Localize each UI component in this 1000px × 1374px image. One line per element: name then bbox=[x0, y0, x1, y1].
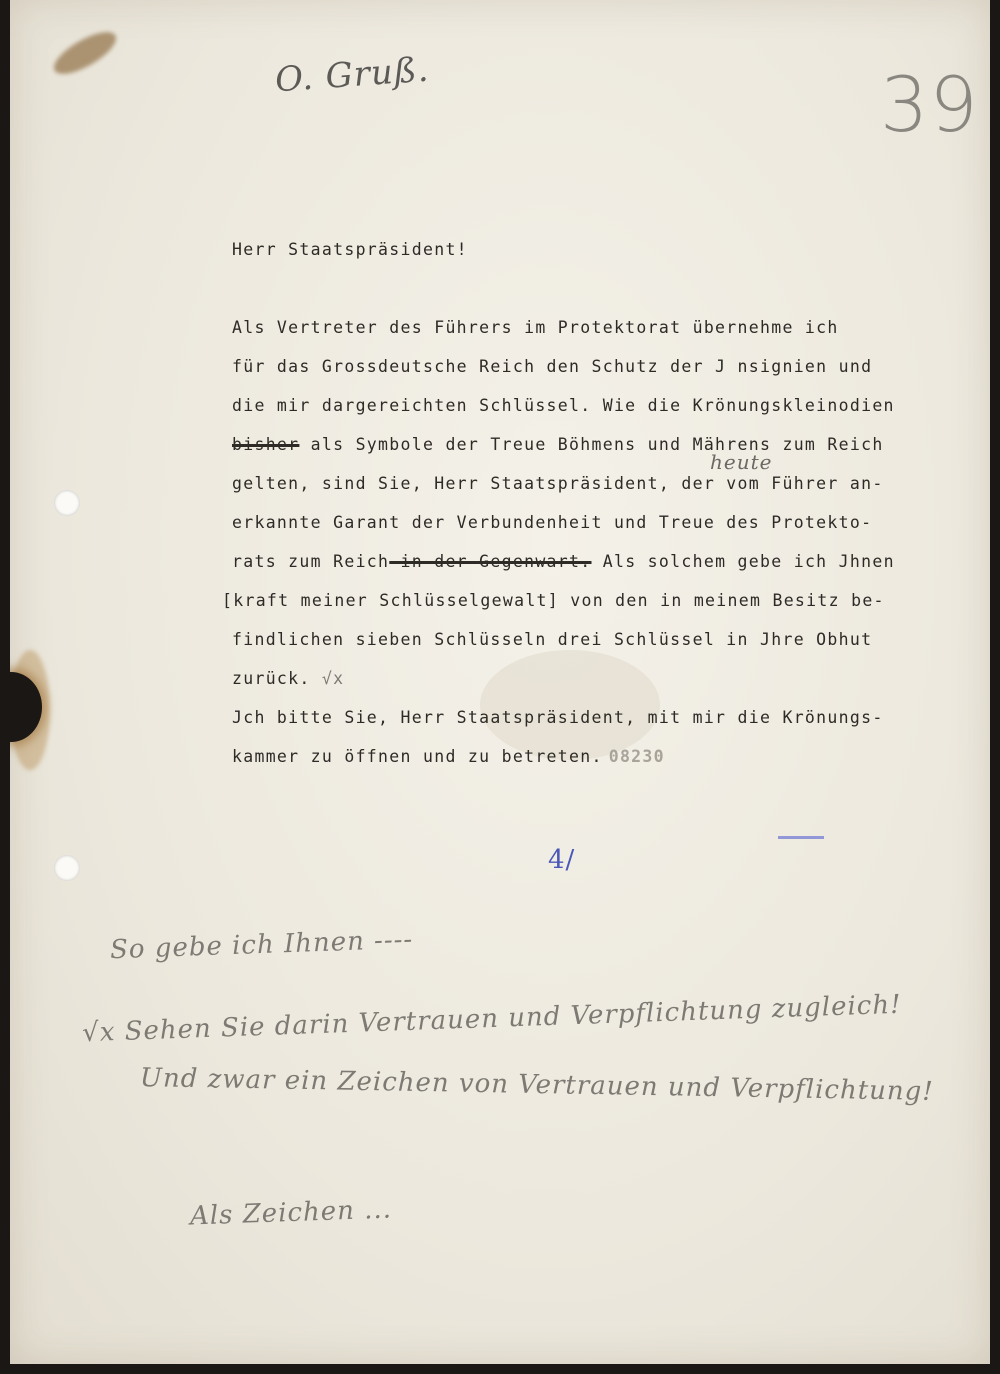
letter-line-3: die mir dargereichten Schlüssel. Wie die Krönungskleinodien bbox=[232, 396, 895, 415]
letter-line-7 bbox=[232, 552, 895, 571]
punch-hole-bottom bbox=[54, 855, 80, 881]
letter-line-10 bbox=[232, 669, 344, 688]
line-7-pre: rats zum Reich bbox=[232, 552, 390, 571]
handwritten-note-4: Als Zeichen ... bbox=[189, 1194, 393, 1232]
salutation: Herr Staatspräsident! bbox=[232, 240, 468, 259]
line-7-post: Als solchem gebe ich Jhnen bbox=[591, 552, 895, 571]
handwritten-note-3: Und zwar ein Zeichen von Vertrauen und Verpflichtung! bbox=[139, 1063, 935, 1107]
closing-line-2 bbox=[232, 747, 665, 766]
closing-line-1: Jch bitte Sie, Herr Staatspräsident, mit mir die Krönungs- bbox=[232, 708, 884, 727]
handwritten-note-1: So gebe ich Ihnen ---- bbox=[109, 924, 414, 966]
faint-stamp bbox=[480, 650, 660, 760]
letter-line-6: erkannte Garant der Verbundenheit und Treue des Protekto- bbox=[232, 513, 873, 532]
letter-line-1: Als Vertreter des Führers im Protektorat übernehme ich bbox=[232, 318, 839, 337]
return-mark: √x bbox=[321, 669, 345, 688]
letter-line-4 bbox=[232, 435, 884, 454]
page-number: 39 bbox=[880, 60, 979, 149]
document-page bbox=[10, 0, 990, 1364]
struck-word: bisher bbox=[232, 435, 300, 454]
letter-line-8: [kraft meiner Schlüsselgewalt] von den in meinem Besitz be- bbox=[222, 591, 885, 610]
blue-dash-mark bbox=[778, 836, 824, 839]
closing-line-2-text: kammer zu öffnen und zu betreten. bbox=[232, 747, 603, 766]
punch-hole-top bbox=[54, 490, 80, 516]
interlinear-correction: heute bbox=[710, 450, 773, 474]
line-4-text: als Symbole der Treue Böhmens und Mährens zum Reich bbox=[299, 435, 884, 454]
stamp-digits: 08230 bbox=[608, 747, 665, 766]
blue-pencil-mark: 4/ bbox=[548, 845, 576, 875]
letter-line-5: gelten, sind Sie, Herr Staatspräsident, der vom Führer an- bbox=[232, 474, 884, 493]
letter-line-9: findlichen sieben Schlüsseln drei Schlüssel in Jhre Obhut bbox=[232, 630, 873, 649]
letter-line-2: für das Grossdeutsche Reich den Schutz der J nsignien und bbox=[232, 357, 873, 376]
struck-phrase: in der Gegenwart. bbox=[389, 552, 592, 571]
rust-stain bbox=[48, 24, 122, 82]
handwritten-note-2: √x Sehen Sie darin Vertrauen und Verpflichtung zugleich! bbox=[81, 989, 903, 1049]
handwritten-initials: O. Gruß. bbox=[273, 49, 431, 101]
line-10-text: zurück. bbox=[232, 669, 311, 688]
